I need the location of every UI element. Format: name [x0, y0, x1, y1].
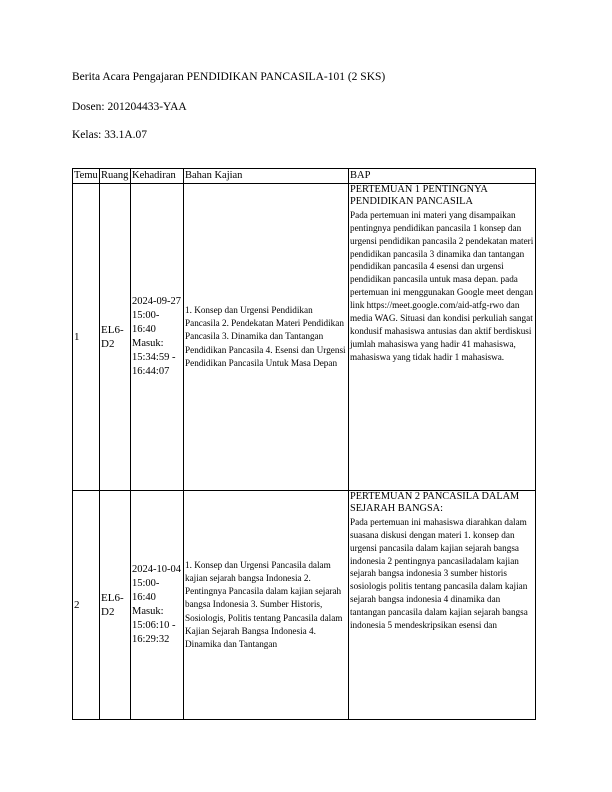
bap-body: Pada pertemuan ini mahasiswa diarahkan dalam suasana diskusi dengan materi 1. konsep dan urgensi pancasila dalam kajian sejarah bangsa indonesia 2 pentingnya pancasiladalam kajian sejarah bangsa indonesia 3 sumber historis sosiologis politis tentang pancasila dalam kajian sejarah bangsa indonesia 4 dinamika dan tantangan pancasila dalam kajian sejarah bangsa indonesia 5 mendeskripsikan esensi dan — [350, 516, 528, 631]
cell-ruang: EL6-D2 — [100, 491, 131, 720]
bap-title: PERTEMUAN 2 PANCASILA DALAM SEJARAH BANGSA: — [350, 491, 520, 515]
cell-bahan-kajian: 1. Konsep dan Urgensi Pancasila dalam kajian sejarah bangsa Indonesia 2. Pentingnya Pancasila dalam kajian sejarah bangsa Indonesia 3. Sumber Historis, Sosiologis, Politis tentang Pancasila dalam Kajian Sejarah Bangsa Indonesia 4. Dinamika dan Tantangan — [184, 491, 349, 720]
bap-table — [72, 168, 536, 720]
table-header-row — [73, 169, 536, 184]
cell-temu: 2 — [73, 491, 100, 720]
col-header-bap: BAP — [349, 169, 536, 184]
document-title: Berita Acara Pengajaran PENDIDIKAN PANCASILA-101 (2 SKS) — [72, 71, 386, 83]
bap-body: Pada pertemuan ini materi yang disampaikan pentingnya pendidikan pancasila 1 konsep dan urgensi pendidikan pancasila 2 pendekatan materi pendidikan pancasila 3 dinamika dan tantangan pendidikan pancasila 4 esensi dan urgensi pendidikan pancasila untuk masa depan. pada pertemuan ini menggunakan Google meet dengan link https://meet.google.com/aid-atfg-rwo dan media WAG. Situasi dan kondisi perkuliah sangat kondusif mahasiswa antusias dan aktif berdiskusi jumlah mahasiswa yang hadir 41 mahasiswa, mahasiswa yang tidak hadir 1 mahasiswa. — [350, 209, 534, 362]
bap-title: PERTEMUAN 1 PENTINGNYA PENDIDIKAN PANCASILA — [350, 184, 488, 208]
cell-bap — [349, 491, 536, 720]
col-header-ruang: Ruang — [100, 169, 131, 184]
lecturer-line: Dosen: 201204433-YAA — [72, 101, 187, 113]
col-header-kehadiran: Kehadiran — [131, 169, 184, 184]
bap-content — [350, 491, 534, 632]
table-row — [73, 491, 536, 720]
cell-kehadiran: 2024-10-04 15:00-16:40 Masuk: 15:06:10 - 16:29:32 — [131, 491, 184, 720]
cell-bap — [349, 184, 536, 491]
cell-kehadiran: 2024-09-27 15:00-16:40 Masuk: 15:34:59 - 16:44:07 — [131, 184, 184, 491]
cell-ruang: EL6-D2 — [100, 184, 131, 491]
col-header-bahan-kajian: Bahan Kajian — [184, 169, 349, 184]
cell-bahan-kajian: 1. Konsep dan Urgensi Pendidikan Pancasila 2. Pendekatan Materi Pendidikan Pancasila 3. Dinamika dan Tantangan Pendidikan Pancasila 4. Esensi dan Urgensi Pendidikan Pancasila Untuk Masa Depan — [184, 184, 349, 491]
class-line: Kelas: 33.1A.07 — [72, 129, 148, 141]
col-header-temu: Temu — [73, 169, 100, 184]
cell-temu: 1 — [73, 184, 100, 491]
table-row — [73, 184, 536, 491]
